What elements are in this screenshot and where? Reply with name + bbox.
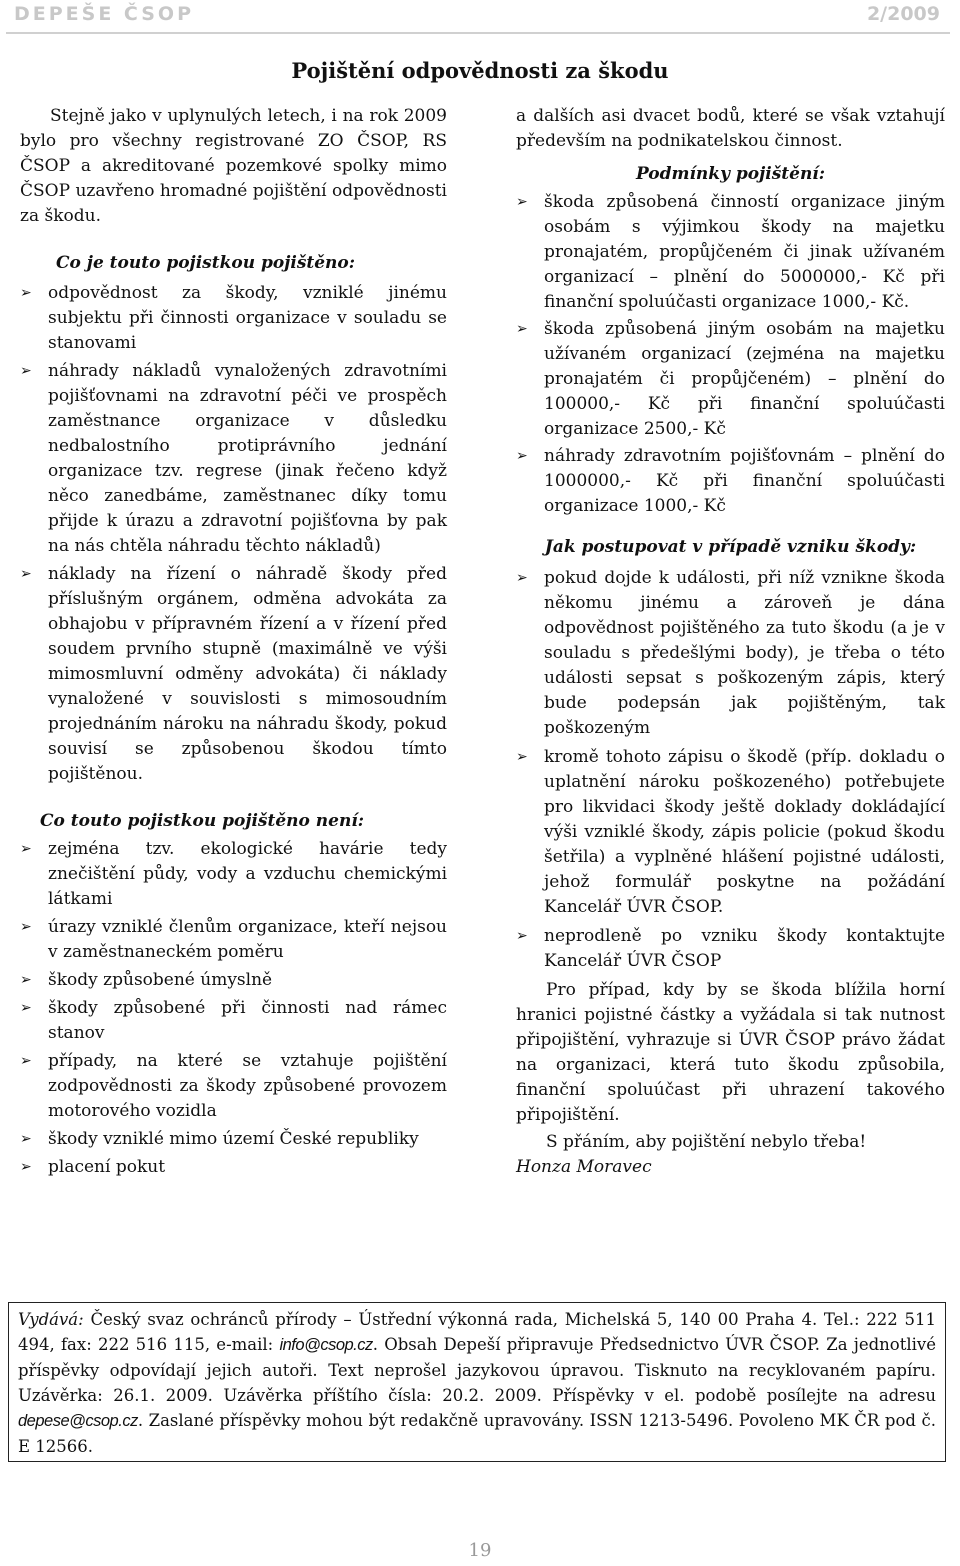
- list-item: ➢ placení pokut: [20, 1155, 447, 1180]
- author-signature: Honza Moravec: [516, 1157, 652, 1177]
- arrow-bullet-icon: ➢: [516, 321, 528, 337]
- closing-wish: S přáním, aby pojištění nebylo třeba!: [546, 1132, 867, 1152]
- arrow-bullet-icon: ➢: [20, 566, 32, 582]
- list-item: ➢ pokud dojde k události, při níž vznikne škoda někomu jinému a zároveň je dána odpovědnost pojištěného za tuto škodu (a je v souladu s předešlými body), je třeba o této události sepsat s poškozeným zápis, který bude podepsán jak pojištěným, tak poškozeným: [516, 568, 945, 738]
- list-item: ➢ náhrady nákladů vynaložených zdravotními pojišťovnami na zdravotní péči ve prospěch zaměstnance organizace v důsledku nedbalostního protiprávního jednání organizace tzv. regrese (jinak řečeno když něco zanedbáme, zaměstnanec díky tomu přijde k úrazu a zdravotní pojišťovna by pak na nás chtěla náhradu těchto nákladů): [20, 361, 447, 556]
- list-item: ➢ zejména tzv. ekologické havárie tedy znečištění půdy, vody a vzduchu chemickými látkami: [20, 839, 447, 909]
- list-item: ➢ kromě tohoto zápisu o škodě (příp. dokladu o uplatnění nároku poškozeného) potřebujete pro likvidaci škody ještě doklady dokládající výši vzniklé škody, zápis policie (pokud škodu šetřila) a vyplněné hlášení pojistné události, jehož formulář poskytne na požádání Kancelář ÚVR ČSOP.: [516, 747, 945, 917]
- list-item: ➢ škoda způsobená jiným osobám na majetku užívaném organizací (zejména na majetku pronajatém či propůjčeném) – plnění do 100000,- Kč při finanční spoluúčasti organizace 2500,- Kč: [516, 319, 945, 439]
- intro-paragraph: Stejně jako v uplynulých letech, i na rok 2009 bylo pro všechny registrované ZO ČSOP, RS ČSOP a akreditované pozemkové spolky mimo ČSOP uzavřeno hromadné pojištění odpovědnosti za škodu.: [20, 106, 447, 226]
- procedure-heading: Jak postupovat v případě vzniku škody:: [544, 537, 917, 557]
- not-covered-list: [20, 837, 447, 1180]
- list-item: ➢ neprodleně po vzniku škody kontaktujte Kancelář ÚVR ČSOP: [516, 926, 945, 971]
- list-item: ➢ škody způsobené úmyslně: [20, 968, 447, 993]
- submission-email-link[interactable]: depese@csop.cz: [18, 1412, 138, 1430]
- email-link[interactable]: info@csop.cz: [279, 1336, 373, 1354]
- imprint-text: . Obsah Depeší připravuje Předsednictvo ÚVR ČSOP. Za jednotlivé příspěvky odpovídají jejich autoři. Text neprošel jazykovou úpravou. Tisknuto na recyklovaném papíru. Uzávěrka: 26.1. 2009. Uzávěrka příštího čísla: 20.2. 2009. Příspěvky v el. podobě posílejte na adresu: [18, 1335, 937, 1405]
- arrow-bullet-icon: ➢: [516, 194, 528, 210]
- left-column: [20, 104, 447, 1180]
- list-item: ➢ škody vzniklé mimo území České republiky: [20, 1127, 447, 1152]
- list-item: ➢ škoda způsobená činností organizace jiným osobám s výjimkou škody na majetku pronajatém, propůjčeném či jinak užívaném organizací – plnění do 5000000,- Kč při finanční spoluúčasti organizace 1000,- Kč.: [516, 192, 945, 312]
- list-item: ➢ odpovědnost za škody, vzniklé jinému subjektu při činnosti organizace v souladu se stanovami: [20, 283, 447, 353]
- arrow-bullet-icon: ➢: [20, 1000, 32, 1016]
- header-divider: [6, 32, 950, 34]
- arrow-bullet-icon: ➢: [20, 1053, 32, 1069]
- closing-paragraph: Pro případ, kdy by se škoda blížila horní hranici pojistné částky a vyžádala si tak nutnost připojištění, vyhrazuje si ÚVR ČSOP právo žádat na organizaci, která tuto škodu způsobila, finanční spoluúčast při uhrazení takového připojištění.: [516, 980, 945, 1125]
- imprint-text-end: . Zaslané příspěvky mohou být redakčně upravovány. ISSN 1213-5496. Povoleno MK ČR pod č. E 12566.: [18, 1411, 936, 1456]
- list-item: ➢ případy, na které se vztahuje pojištění zodpovědnosti za škody způsobené provozem motorového vozidla: [20, 1051, 447, 1121]
- list-item: ➢ náhrady zdravotním pojišťovnám – plnění do 1000000,- Kč při finanční spoluúčasti organizace 1000,- Kč: [516, 446, 945, 516]
- arrow-bullet-icon: ➢: [20, 1159, 32, 1175]
- arrow-bullet-icon: ➢: [20, 285, 32, 301]
- imprint-box: [8, 1302, 946, 1462]
- list-item: ➢ náklady na řízení o náhradě škody před příslušným orgánem, odměna advokáta za obhajobu v přípravném řízení a v řízení před soudem prvního stupně (maximálně ve výši mimosmluvní odměny advokáta) či náklady vynaložené v souvislosti s mimosoudním projednáním nároku na náhradu škody, pokud souvisí se způsobenou škodou tímto pojištěnou.: [20, 564, 447, 784]
- arrow-bullet-icon: ➢: [516, 928, 528, 944]
- continuation-paragraph: a dalších asi dvacet bodů, které se však vztahují především na podnikatelskou činnost.: [516, 106, 945, 151]
- covered-list: [20, 281, 447, 787]
- conditions-list: [516, 190, 945, 519]
- arrow-bullet-icon: ➢: [20, 919, 32, 935]
- list-item: ➢ úrazy vzniklé členům organizace, kteří nejsou v zaměstnaneckém poměru: [20, 917, 447, 962]
- arrow-bullet-icon: ➢: [516, 749, 528, 765]
- page-number: 19: [468, 1540, 492, 1561]
- imprint-label: Vydává:: [18, 1310, 84, 1329]
- arrow-bullet-icon: ➢: [516, 570, 528, 586]
- issue-number: 2/2009: [866, 3, 940, 25]
- publication-name: DEPEŠE ČSOP: [14, 3, 194, 25]
- conditions-heading: Podmínky pojištění:: [635, 164, 826, 184]
- list-item: ➢ škody způsobené při činnosti nad rámec stanov: [20, 998, 447, 1043]
- arrow-bullet-icon: ➢: [516, 448, 528, 464]
- arrow-bullet-icon: ➢: [20, 972, 32, 988]
- procedure-list: [516, 566, 945, 974]
- not-covered-heading: Co touto pojistkou pojištěno není:: [40, 811, 365, 831]
- article-title: Pojištění odpovědnosti za škodu: [291, 58, 669, 83]
- covered-heading: Co je touto pojistkou pojištěno:: [56, 253, 356, 273]
- right-column: [516, 104, 945, 1180]
- arrow-bullet-icon: ➢: [20, 1131, 32, 1147]
- arrow-bullet-icon: ➢: [20, 841, 32, 857]
- imprint-publisher: Český svaz ochránců přírody – Ústřední výkonná rada, Michelská 5, 140 00 Praha 4. Tel.: 222 511 494, fax: 222 516 115, e-mail:: [18, 1310, 936, 1354]
- page-header: [6, 0, 950, 30]
- arrow-bullet-icon: ➢: [20, 363, 32, 379]
